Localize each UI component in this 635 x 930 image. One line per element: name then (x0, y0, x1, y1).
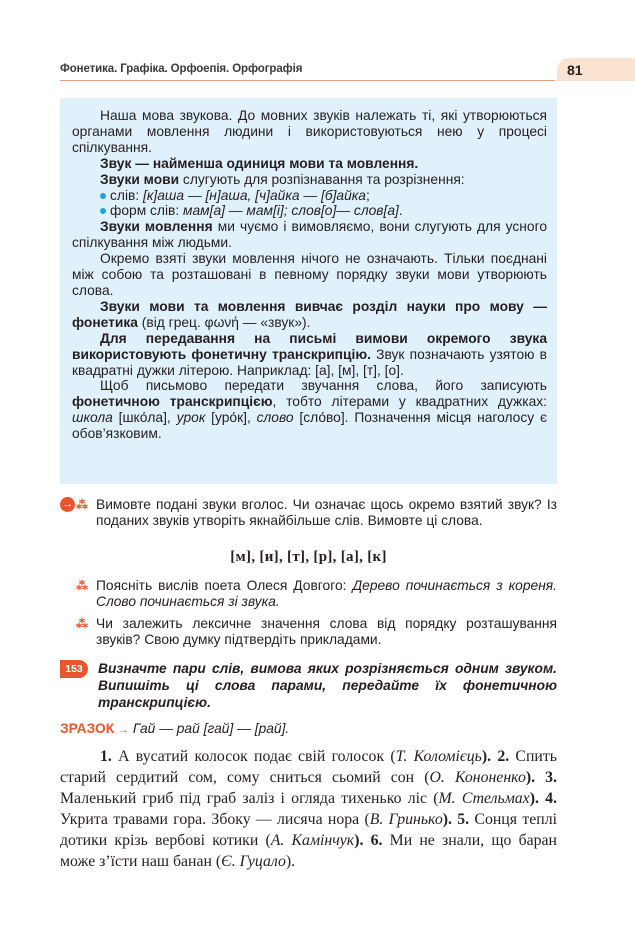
text-span: ). (285, 853, 296, 870)
sentence-number: ). 2. (481, 748, 510, 765)
page-number: 81 (567, 62, 583, 78)
sentence: Укрита травами гора. Збоку — лисяча нора ( (60, 811, 370, 828)
example-words: [к]аша — [н]аша, [ч]айка — [б]айка (143, 187, 366, 203)
arrow-right-icon: → (118, 724, 130, 736)
theory-paragraph (72, 331, 547, 379)
poet-quote: Дерево починається з кореня. Слово починається зі звука. (96, 578, 557, 609)
sentence: Сонця теплі дотики крізь вербові котики ( (60, 811, 557, 849)
page-header (60, 58, 635, 82)
text-span: Звук позначають узятою в квадратні дужки літерою. Наприклад: [а], [м], [т], [о]. (72, 346, 547, 378)
term-phonetics: Звуки мови та мовлення вивчає розділ науки про мову — фонетика (72, 298, 547, 330)
sentence-number: ). 3. (525, 769, 557, 786)
sentence-number: ). 4. (529, 790, 557, 807)
theory-text (72, 108, 547, 442)
text-span: слугують для розпізнавання та розрізнення: (179, 171, 465, 187)
term-speech: Звуки мовлення (100, 219, 213, 235)
section-title: Фонетика. Графіка. Орфоепія. Орфографія (60, 63, 303, 75)
author: О. Кононенко (429, 769, 526, 786)
definition-sound: Звук — найменша одиниця мови та мовлення. (100, 155, 419, 171)
header-divider (60, 80, 555, 81)
bullet-dot-icon (100, 193, 106, 199)
task-question (76, 578, 557, 610)
sentence-number: ). 6. (354, 832, 383, 849)
sample-text: Гай — рай [гай] — [рай]. (132, 721, 290, 736)
author: Т. Коломієць (395, 748, 482, 765)
author: Є. Гуцало (221, 853, 286, 870)
author: В. Гринько (369, 811, 443, 828)
theory-paragraph (72, 156, 547, 172)
task-question (76, 497, 557, 529)
theory-paragraph: Окремо взяті звуки мовлення нічого не означають. Тільки поєднані між собою та розташовані в певному порядку звуки мови утворюють слова. (72, 251, 547, 298)
text-span: [уро́к], (205, 410, 257, 426)
page-number-tab (557, 58, 635, 81)
author: А. Камінчук (270, 832, 355, 849)
term-transcription: Для передавання на письмі вимови окремого звука використовують фонетичну транскрипцію. (72, 330, 547, 362)
term-speech-sounds: Звуки мови (100, 171, 180, 187)
sample-line (60, 721, 289, 738)
text-span: (від грец. φωνή — «звук»). (137, 314, 311, 330)
text-span: [шко́ла], (112, 410, 177, 426)
theory-paragraph (72, 172, 547, 188)
term-phonetic-transcription: фонетичною транскрипцією (72, 394, 273, 410)
exercise-number-badge: 153 (60, 660, 88, 678)
sentence: Маленький гриб під граб заліз і огляда тихенько ліс ( (60, 790, 439, 807)
bullet-item (72, 188, 547, 204)
sentence-number: 1. (100, 748, 112, 765)
theory-paragraph (72, 378, 547, 442)
bullet-item (72, 203, 547, 219)
arrow-right-icon: → (62, 498, 73, 510)
exercise-passage (60, 746, 557, 872)
theory-paragraph (72, 219, 547, 251)
exercise-instruction: Визначте пари слів, вимова яких розрізняється одним звуком. Випишіть ці слова парами, передайте їх фонетичною транскрипцією. (98, 661, 557, 710)
sentence: Ми не знали, що баран може з’їсти наш банан ( (60, 832, 557, 870)
question-text: Вимовте подані звуки вголос. Чи означає щось окремо взятий звук? Із поданих звуків утворіть якнайбільше слів. Вимовте ці слова. (96, 497, 557, 528)
question-text: Чи залежить лексичне значення слова від порядку розташування звуків? Свою думку підтвердіть прикладами. (96, 616, 557, 647)
sample-label: ЗРАЗОК (60, 721, 115, 736)
text-span: [сло́во]. Позначення місця наголосу є обов’язковим. (72, 410, 548, 442)
author: М. Стельмах (438, 790, 530, 807)
sentence: А вусатий колосок подає свій голосок ( (111, 748, 396, 765)
asterism-icon: ⁂ (76, 579, 88, 593)
theory-paragraph: Наша мова звукова. До мовних звуків належать ті, які утворюються органами мовлення людини і використовуються нею у процесі спілкування. (72, 108, 547, 155)
sounds-list: [м], [и], [т], [р], [а], [к] (230, 549, 387, 565)
text-span: Щоб письмово передати звучання слова, його записують (100, 378, 547, 394)
text-span: ми чуємо і вимовляємо, вони слугують для усного спілкування між людьми. (72, 219, 547, 251)
sentence-number: ). 5. (442, 811, 470, 828)
text-span: . (398, 203, 403, 219)
text-span: форм слів: (110, 203, 184, 219)
task-question (76, 616, 557, 648)
example-forms: мам[а] — мам[і]; слов[о]— слов[а] (183, 203, 399, 219)
text-span: ; (365, 187, 370, 203)
example-word: школа (72, 410, 113, 426)
example-word: урок (176, 410, 206, 426)
asterism-icon: ⁂ (76, 617, 88, 631)
theory-box (60, 98, 557, 484)
example-word: слово (256, 410, 294, 426)
asterism-icon: ⁂ (76, 498, 88, 512)
sentence: Спить старий сердитий сом, сому сниться сьомий сон ( (60, 748, 557, 786)
question-text: Поясніть вислів поета Олеся Довгого: (96, 578, 353, 593)
text-span: , тобто літерами у квадратних дужках: (272, 394, 547, 410)
text-span: слів: (110, 187, 144, 203)
theory-paragraph (72, 299, 547, 331)
